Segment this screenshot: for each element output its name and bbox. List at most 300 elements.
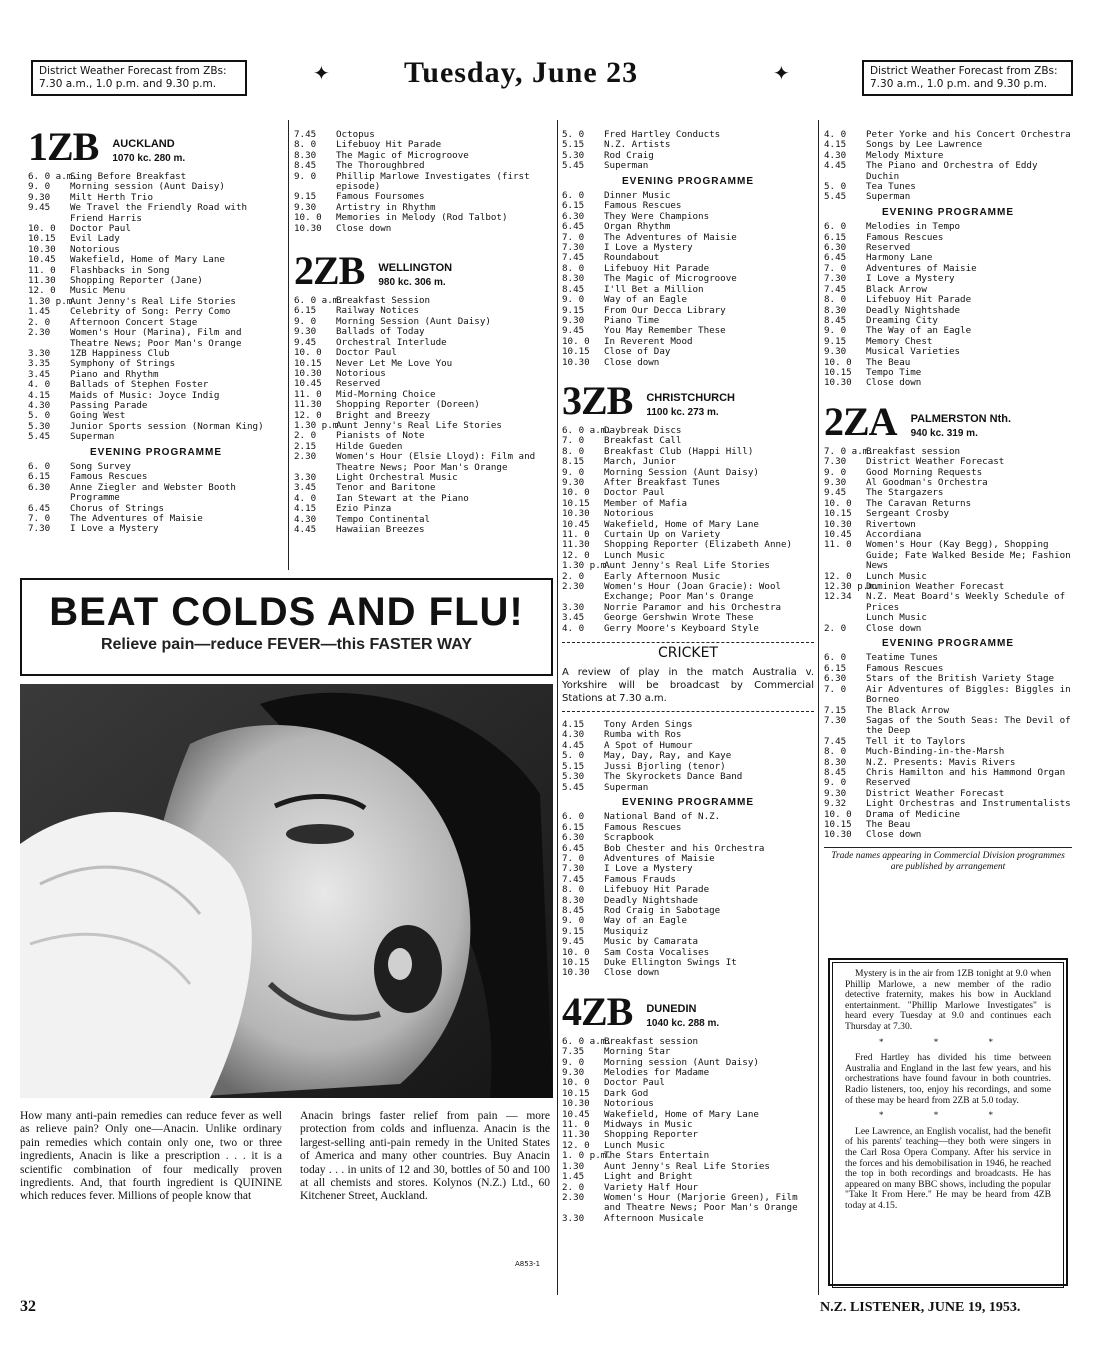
listing-time: 10.30	[824, 378, 852, 389]
programme-listing	[562, 833, 814, 843]
listing-time: 11. 0	[294, 389, 322, 400]
listing-time: 11.30	[562, 540, 590, 551]
column-rule	[818, 120, 819, 1295]
listing-title: Wakefield, Home of Mary Lane	[70, 255, 225, 266]
listing-title: Teatime Tunes	[866, 653, 938, 664]
listing-time: 8.45	[824, 767, 847, 778]
programme-listing	[294, 473, 552, 483]
diamond-ornament-icon: ✦	[773, 63, 790, 85]
listing-title: Never Let Me Love You	[336, 358, 453, 369]
station-2za-column	[824, 130, 1072, 873]
listing-title: N.Z. Presents: Mavis Rivers	[866, 757, 1016, 768]
programme-listing	[562, 488, 814, 498]
programme-listing	[562, 436, 814, 446]
listing-title: Gerry Moore's Keyboard Style	[604, 623, 759, 634]
programme-listing	[824, 499, 1072, 509]
listing-title: Anne Ziegler and Webster Booth Programme	[70, 482, 236, 504]
programme-listing	[562, 468, 814, 478]
listing-title: Tempo Time	[866, 367, 922, 378]
ad-code: A853-1	[515, 1260, 541, 1268]
listing-time: 7.30	[824, 274, 847, 285]
programme-listing	[824, 457, 1072, 467]
listing-time: 6. 0 a.m.	[562, 1036, 612, 1047]
listing-title: I Love a Mystery	[604, 243, 693, 254]
listing-time: 8. 0	[294, 140, 317, 151]
listing-title: Orchestral Interlude	[336, 337, 447, 348]
listing-time: 10.45	[562, 1109, 590, 1120]
programme-listing	[28, 286, 284, 296]
listing-time: 10. 0	[294, 348, 322, 359]
listing-time: 1.45	[562, 1172, 585, 1183]
listing-time: 10. 0	[824, 498, 852, 509]
listing-title: Tony Arden Sings	[604, 720, 693, 731]
listing-time: 8. 0	[824, 747, 847, 758]
listing-title: Women's Hour (Joan Gracie): Wool Exchange; Poor Man's Orange	[604, 582, 782, 603]
listing-title: Doctor Paul	[70, 224, 131, 235]
programme-listing	[824, 253, 1072, 263]
listing-title: Light Orchestral Music	[336, 472, 458, 483]
listing-title: Variety Half Hour	[604, 1182, 699, 1193]
listing-title: Way of an Eagle	[604, 295, 687, 306]
programme-listing	[562, 426, 814, 436]
listing-title: Memory Chest	[866, 336, 933, 347]
listing-title: Flashbacks in Song	[70, 265, 170, 276]
programme-listing	[562, 968, 814, 978]
listing-title: Rod Craig in Sabotage	[604, 905, 721, 916]
programme-listing	[562, 720, 814, 730]
listing-title: Lunch Music	[604, 1140, 665, 1151]
programme-listing	[294, 442, 552, 452]
listing-title: The Stars Entertain	[604, 1151, 710, 1162]
listing-time: 10.15	[824, 509, 852, 520]
listing-title: National Band of N.Z.	[604, 812, 721, 823]
listing-title: Close down	[866, 378, 922, 389]
listing-time: 9.15	[562, 305, 585, 316]
listing-title: Lifebuoy Hit Parade	[866, 295, 972, 306]
listing-time: 9.30	[562, 1068, 585, 1079]
listing-time: 12. 0	[294, 410, 322, 421]
listing-title: Sam Costa Vocalises	[604, 947, 710, 958]
station-header-4zb	[562, 988, 814, 1034]
listing-time: 8.30	[824, 757, 847, 768]
listing-time: 10.45	[294, 379, 322, 390]
listing-time: 8.15	[562, 457, 585, 468]
listing-title: Deadly Nightshade	[604, 895, 699, 906]
listing-title: Passing Parade	[70, 400, 148, 411]
listing-time: 3.45	[28, 369, 51, 380]
programme-listing	[562, 1047, 814, 1057]
programme-listing	[824, 358, 1072, 368]
listing-time: 5.45	[562, 161, 585, 172]
listing-time: 6. 0 a.m.	[294, 296, 344, 307]
listing-time: 12. 0	[824, 571, 852, 582]
programme-listing	[824, 285, 1072, 295]
programme-listing	[824, 810, 1072, 820]
listing-title: Reserved	[866, 778, 911, 789]
listing-title: Aunt Jenny's Real Life Stories	[604, 561, 770, 572]
listing-time: 2.15	[294, 441, 317, 452]
listing-title: The Caravan Returns	[866, 498, 972, 509]
listing-time: 6. 0	[562, 191, 585, 202]
listing-title: Melody Mixture	[866, 150, 944, 161]
listing-title: Ballads of Today	[336, 327, 425, 338]
listing-title: The Stargazers	[866, 488, 944, 499]
listing-title: Fred Hartley Conducts	[604, 130, 721, 140]
listing-time: 10.45	[28, 255, 56, 266]
listing-title: Aunt Jenny's Real Life Stories	[604, 1161, 770, 1172]
listing-title: Superman	[70, 432, 115, 443]
programme-listing	[562, 864, 814, 874]
listing-time: 12.30 p.m.	[824, 582, 880, 593]
programme-listing	[562, 1078, 814, 1088]
listing-title: Song Survey	[70, 461, 131, 472]
listing-time: 8.30	[562, 895, 585, 906]
programme-listing	[824, 613, 1072, 623]
listing-title: Close down	[866, 830, 922, 841]
listing-title: Afternoon Concert Stage	[70, 317, 198, 328]
listing-time: 10. 0	[28, 224, 56, 235]
listing-time: 1.30	[562, 1161, 585, 1172]
listing-time: 4.30	[28, 400, 51, 411]
programme-listing	[562, 582, 814, 603]
listing-title: The Adventures of Maisie	[70, 514, 203, 524]
programme-listing	[562, 1120, 814, 1130]
listing-time: 10.15	[562, 498, 590, 509]
listing-time: 6.30	[824, 243, 847, 254]
listing-title: Wakefield, Home of Mary Lane	[604, 519, 759, 530]
programme-listing	[562, 520, 814, 530]
listing-time: 4.15	[562, 720, 585, 731]
programme-listing	[562, 1193, 814, 1214]
listing-time: 10. 0	[294, 213, 322, 224]
woman-tissue-illustration	[20, 684, 553, 1098]
programme-listing	[824, 758, 1072, 768]
listing-time: 9.30	[824, 347, 847, 358]
listing-title: Tell it to Taylors	[866, 736, 966, 747]
weather-forecast-text: District Weather Forecast from ZBs: 7.30 a.m., 1.0 p.m. and 9.30 p.m.	[39, 65, 227, 90]
listing-title: Notorious	[70, 244, 120, 255]
listing-title: Shopping Reporter (Elizabeth Anne)	[604, 540, 793, 551]
listing-time: 9.30	[294, 327, 317, 338]
listing-title: Milt Herth Trio	[70, 192, 153, 203]
programme-listing	[294, 130, 552, 140]
programme-listing	[824, 161, 1072, 182]
listing-time: 9.45	[28, 203, 51, 214]
programme-listing	[562, 958, 814, 968]
ad-body-right: Anacin brings faster relief from pain — more protection from colds and influenza. Anacin is the largest-selling anti-pain remedy in the United States of America and many other countries. Buy Anacin today . . . in units of 12 and 30, bottles of 50 and 100 at all chemists and stores. Kolynos (N.Z.) Ltd., 60 Kitchener Street, Auckland.	[300, 1110, 550, 1203]
programme-listing	[824, 778, 1072, 788]
listing-time: 9.30	[562, 477, 585, 488]
programme-listing	[562, 358, 814, 368]
programme-listing	[294, 400, 552, 410]
listing-title: Morning session (Aunt Daisy)	[604, 1057, 759, 1068]
programme-listing	[562, 447, 814, 457]
programme-listing	[562, 1214, 814, 1224]
listing-title: After Breakfast Tunes	[604, 477, 721, 488]
note-paragraph: Mystery is in the air from 1ZB tonight at 9.0 when Phillip Marlowe, a new member of the radio detective fraternity, makes his bow in Auckland entertainment. "Phillip Marlowe Investigates" is heard every Tuesday at 9.0 and continues each Thursday at 7.30.	[845, 968, 1051, 1032]
note-paragraph: Fred Hartley has divided his time between Australia and England in the last few years, and his orchestrations have found favour in both countries. Radio listeners, too, enjoy his recordings, and some of these may be heard from 2ZB at 5.0 today.	[845, 1052, 1051, 1106]
listing-title: Famous Foursomes	[336, 192, 425, 203]
listing-title: Shopping Reporter	[604, 1130, 699, 1141]
listing-title: Shopping Reporter (Jane)	[70, 276, 203, 287]
listing-time: 6. 0	[28, 461, 51, 472]
listing-time: 9.30	[294, 202, 317, 213]
listing-time: 6.30	[28, 482, 51, 493]
station-city: WELLINGTON	[378, 262, 453, 275]
listing-time: 8.30	[294, 150, 317, 161]
listing-time: 3.30	[28, 348, 51, 359]
listing-time: 10. 0	[562, 336, 590, 347]
listing-title: Music by Camarata	[604, 937, 699, 948]
listing-title: Doctor Paul	[336, 348, 397, 359]
listing-time: 9. 0	[294, 316, 317, 327]
column-rule	[288, 120, 289, 570]
listing-title: Famous Rescues	[866, 232, 944, 243]
programme-listing	[824, 274, 1072, 284]
programme-listing	[562, 783, 814, 793]
programme-listing	[28, 349, 284, 359]
listing-time: 5.15	[562, 761, 585, 772]
programme-listing	[824, 295, 1072, 305]
station-2zb-column	[294, 130, 552, 535]
evening-programme-heading: EVENING PROGRAMME	[89, 446, 222, 458]
programme-listing	[562, 937, 814, 947]
listing-time: 8. 0	[562, 446, 585, 457]
listing-title: Hilde Gueden	[336, 441, 403, 452]
listing-title: Tempo Continental	[336, 514, 431, 525]
listing-title: Women's Hour (Marina), Film and Theatre News; Poor Man's Orange	[70, 328, 242, 349]
listing-title: From Our Decca Library	[604, 305, 726, 316]
programme-listing	[28, 203, 284, 224]
programme-listing	[294, 452, 552, 473]
listing-title: Piano Time	[604, 315, 660, 326]
listing-title: March, Junior	[604, 457, 676, 468]
trade-names-note: Trade names appearing in Commercial Division programmes are published by arrangement	[831, 850, 1065, 872]
listing-title: Hawaiian Breezes	[336, 525, 425, 535]
programme-listing	[562, 1183, 814, 1193]
listing-time: 12. 0	[562, 550, 590, 561]
listing-title: The Skyrockets Dance Band	[604, 772, 743, 783]
listing-title: Tenor and Baritone	[336, 483, 436, 494]
listing-time: 4. 0	[28, 380, 51, 391]
listing-time: 9.45	[824, 488, 847, 499]
programme-listing	[294, 379, 552, 389]
programme-listing	[28, 432, 284, 442]
listing-title: May, Day, Ray, and Kaye	[604, 751, 732, 762]
column-rule	[557, 120, 558, 1295]
programme-listing	[28, 380, 284, 390]
listing-title: Light Orchestras and Instrumentalists	[866, 799, 1071, 810]
programme-listing	[824, 664, 1072, 674]
cricket-text: A review of play in the match Australia v. Yorkshire will be broadcast by Commercial Stations at 7.30 a.m.	[562, 667, 814, 705]
programme-listing	[824, 337, 1072, 347]
station-header-1zb	[28, 124, 284, 169]
listing-title: Famous Rescues	[866, 663, 944, 674]
listing-time: 7. 0	[824, 684, 847, 695]
programme-listing	[824, 530, 1072, 540]
listing-title: Midways in Music	[604, 1120, 693, 1131]
programme-listing	[824, 520, 1072, 530]
programme-listing	[562, 499, 814, 509]
listing-title: Member of Mafia	[604, 498, 687, 509]
listing-time: 6.15	[294, 306, 317, 317]
programme-listing	[824, 768, 1072, 778]
listing-time: 9.15	[824, 336, 847, 347]
listing-title: Daybreak Discs	[604, 425, 682, 436]
listing-time: 6. 0	[562, 812, 585, 823]
programme-listing	[562, 854, 814, 864]
weather-forecast-text: District Weather Forecast from ZBs: 7.30 a.m., 1.0 p.m. and 9.30 p.m.	[870, 65, 1058, 90]
programme-listing	[562, 561, 814, 571]
listing-title: Superman	[604, 161, 649, 172]
programme-listing	[28, 224, 284, 234]
listing-time: 9. 0	[294, 171, 317, 182]
station-city: DUNEDIN	[646, 1002, 697, 1015]
programme-listing	[562, 613, 814, 623]
listing-time: 9.32	[824, 799, 847, 810]
listing-title: The Beau	[866, 357, 911, 368]
programme-listing	[28, 422, 284, 432]
listing-title: I Love a Mystery	[70, 524, 159, 535]
programme-listing	[562, 191, 814, 201]
listing-time: 7. 0	[562, 436, 585, 447]
programme-listing	[562, 540, 814, 550]
listing-time: 8.45	[562, 284, 585, 295]
station-callsign: 2ZB	[294, 248, 365, 294]
listing-time: 7.45	[294, 130, 317, 140]
listing-time: 11. 0	[562, 530, 590, 540]
programme-listing	[294, 348, 552, 358]
programme-listing	[294, 390, 552, 400]
programme-listing	[28, 276, 284, 286]
programme-listing	[824, 716, 1072, 737]
listing-title: Jussi Bjorling (tenor)	[604, 761, 726, 772]
listing-time: 7. 0	[28, 514, 51, 524]
programme-listing	[294, 213, 552, 223]
station-frequency: 980 kc. 306 m.	[378, 277, 446, 289]
programme-listing	[294, 151, 552, 161]
listing-time: 5. 0	[562, 751, 585, 762]
listing-title: The Magic of Microgroove	[336, 150, 469, 161]
programme-listing	[562, 1130, 814, 1140]
listing-title: The Way of an Eagle	[866, 326, 972, 337]
listing-title: Maids of Music: Joyce Indig	[70, 390, 220, 401]
ad-subheadline: Relieve pain—reduce FEVER—this FASTER WAY	[100, 636, 473, 653]
listing-title: Al Goodman's Orchestra	[866, 477, 988, 488]
listing-time: 8. 0	[824, 295, 847, 306]
programme-listing	[562, 316, 814, 326]
listing-time: 10.30	[824, 830, 852, 841]
listing-title: Breakfast Session	[336, 296, 431, 307]
listing-time: 6. 0 a.m.	[28, 172, 78, 182]
listing-time: 8.30	[824, 305, 847, 316]
programme-listing	[28, 255, 284, 265]
station-city: AUCKLAND	[112, 138, 175, 150]
listing-title: Sergeant Crosby	[866, 509, 949, 520]
listing-title: Lunch Music	[604, 550, 665, 561]
programme-listing	[824, 182, 1072, 192]
programme-listing	[562, 812, 814, 822]
listing-title: Lunch Music	[866, 571, 927, 582]
listing-time: 11. 0	[28, 265, 56, 276]
ad-photo-woman-sneezing	[20, 684, 553, 1098]
listing-time: 8.30	[562, 274, 585, 285]
programme-listing	[562, 1151, 814, 1161]
listing-title: Piano and Rhythm	[70, 369, 159, 380]
listing-title: District Weather Forecast	[866, 457, 1005, 468]
station-city: PALMERSTON Nth.	[910, 412, 1012, 425]
listing-time: 7.30	[28, 524, 51, 535]
listing-time: 5.15	[562, 140, 585, 151]
listing-time: 7.35	[562, 1047, 585, 1058]
listing-time: 4.45	[824, 161, 847, 172]
programme-listing	[562, 243, 814, 253]
programme-listing	[28, 328, 284, 349]
programme-listing	[824, 326, 1072, 336]
listing-time: 12. 0	[562, 1140, 590, 1151]
listing-time: 6.15	[562, 201, 585, 212]
programme-listing	[562, 751, 814, 761]
programme-listing	[28, 266, 284, 276]
listing-title: The Adventures of Maisie	[604, 232, 737, 243]
station-city: CHRISTCHURCH	[646, 391, 735, 404]
listing-title: Melodies for Madame	[604, 1068, 710, 1079]
page-number: 32	[20, 1298, 36, 1315]
listing-time: 6.45	[562, 222, 585, 233]
programme-listing	[824, 509, 1072, 519]
programme-listing	[824, 582, 1072, 592]
listing-title: Adventures of Maisie	[604, 853, 715, 864]
listing-time: 9. 0	[562, 1057, 585, 1068]
station-frequency: 1040 kc. 288 m.	[646, 1017, 720, 1029]
listing-time: 10.30	[562, 1099, 590, 1110]
programme-listing	[824, 747, 1072, 757]
ad-headline: BEAT COLDS AND FLU!	[49, 590, 524, 634]
listing-title: Breakfast Club (Happi Hill)	[604, 446, 754, 457]
programme-listing	[562, 306, 814, 316]
programme-listing	[824, 140, 1072, 150]
listing-title: Notorious	[604, 1099, 654, 1110]
listing-title: Morning Session (Aunt Daisy)	[336, 316, 491, 327]
programme-listing	[562, 347, 814, 357]
listing-time: 2. 0	[294, 431, 317, 442]
listing-time: 2.30	[28, 328, 51, 339]
listing-time: 11.30	[562, 1130, 590, 1141]
listing-title: Junior Sports session (Norman King)	[70, 421, 264, 432]
listing-title: In Reverent Mood	[604, 336, 693, 347]
listing-time: 9. 0	[562, 295, 585, 306]
listing-time: 1.45	[28, 307, 51, 318]
listing-title: George Gershwin Wrote These	[604, 613, 754, 624]
listing-title: Rivertown	[866, 519, 916, 530]
listing-time: 7. 0	[562, 232, 585, 243]
programme-listing	[562, 772, 814, 782]
programme-listing	[28, 307, 284, 317]
listing-time: 6.15	[824, 663, 847, 674]
programme-listing	[824, 830, 1072, 840]
listing-time: 10. 0	[824, 357, 852, 368]
listing-time: 4.30	[824, 150, 847, 161]
programme-listing	[294, 161, 552, 171]
listing-time: 5. 0	[562, 130, 585, 140]
listing-time: 10.45	[562, 519, 590, 530]
programme-listing	[294, 306, 552, 316]
listing-title: Doctor Paul	[604, 488, 665, 499]
note-paragraph: Lee Lawrence, an English vocalist, had the benefit of his parents' teaching—they both were singers in the Carl Rosa Opera Company. After his service in the forces and his demobilisation in 1946, he reached the top in both recordings and broadcasts. He has appeared on many BBC shows, including the popular "Take It From Here." He may be heard from 4ZB today at 4.15.	[845, 1125, 1051, 1211]
listing-time: 9.30	[28, 192, 51, 203]
listing-time: 9.15	[562, 926, 585, 937]
listing-time: 5. 0	[824, 182, 847, 193]
